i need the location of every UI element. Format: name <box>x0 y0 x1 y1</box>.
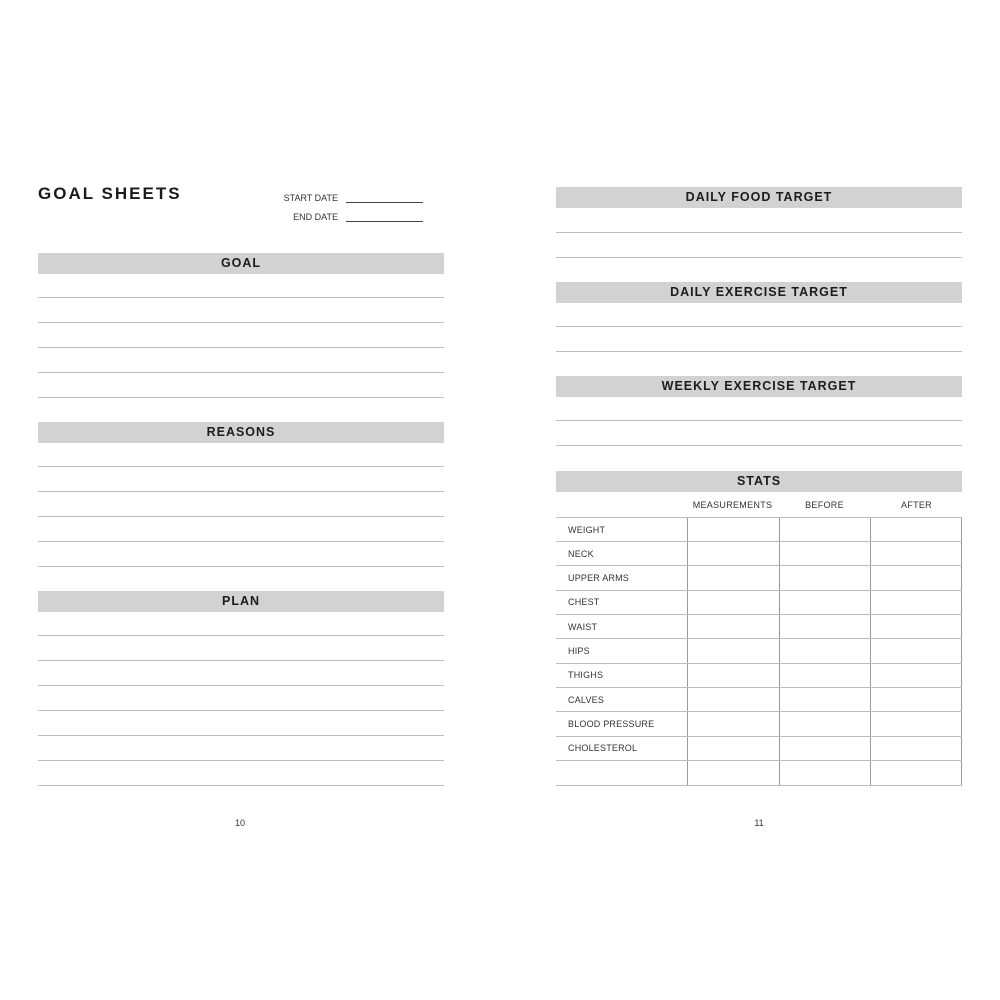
stats-header: STATS <box>556 471 962 492</box>
writing-line[interactable] <box>38 541 444 542</box>
goal-section-header: GOAL <box>38 253 444 274</box>
writing-line[interactable] <box>38 297 444 298</box>
table-row[interactable] <box>556 541 962 565</box>
row-label-upper-arms: UPPER ARMS <box>568 573 630 583</box>
page-number-right: 11 <box>754 818 764 828</box>
writing-line[interactable] <box>38 347 444 348</box>
writing-line[interactable] <box>38 635 444 636</box>
writing-line[interactable] <box>38 710 444 711</box>
end-date-field[interactable] <box>346 221 423 222</box>
writing-line[interactable] <box>556 420 962 421</box>
table-row[interactable] <box>556 566 962 590</box>
writing-line[interactable] <box>38 397 444 398</box>
writing-line[interactable] <box>38 785 444 786</box>
table-row[interactable] <box>556 639 962 663</box>
daily-exercise-target-header: DAILY EXERCISE TARGET <box>556 282 962 303</box>
row-label-weight: WEIGHT <box>568 525 606 535</box>
page-number-left: 10 <box>234 818 245 828</box>
writing-line[interactable] <box>38 760 444 761</box>
writing-line[interactable] <box>38 685 444 686</box>
writing-line[interactable] <box>38 660 444 661</box>
row-label-cholesterol: CHOLESTEROL <box>568 743 638 753</box>
writing-line[interactable] <box>38 566 444 567</box>
row-label-hips: HIPS <box>568 646 590 656</box>
writing-line[interactable] <box>38 322 444 323</box>
row-divider <box>556 785 962 786</box>
row-label-blood-pressure: BLOOD PRESSURE <box>568 719 655 729</box>
stats-table <box>556 517 962 786</box>
table-row[interactable] <box>556 761 962 785</box>
end-date-label: END DATE <box>293 212 338 222</box>
row-label-waist: WAIST <box>568 622 598 632</box>
writing-line[interactable] <box>38 516 444 517</box>
row-label-calves: CALVES <box>568 695 605 705</box>
page-title: GOAL SHEETS <box>38 184 182 203</box>
table-row[interactable] <box>556 687 962 711</box>
writing-line[interactable] <box>556 232 962 233</box>
column-header-before: BEFORE <box>805 500 844 510</box>
daily-food-target-header: DAILY FOOD TARGET <box>556 187 962 208</box>
plan-section-header: PLAN <box>38 591 444 612</box>
row-label-thighs: THIGHS <box>568 670 604 680</box>
writing-line[interactable] <box>38 735 444 736</box>
table-row[interactable] <box>556 517 962 541</box>
row-label-neck: NECK <box>568 549 594 559</box>
writing-line[interactable] <box>38 372 444 373</box>
writing-line[interactable] <box>38 491 444 492</box>
column-header-measurements: MEASUREMENTS <box>692 500 773 510</box>
table-row[interactable] <box>556 663 962 687</box>
table-row[interactable] <box>556 712 962 736</box>
reasons-section-header: REASONS <box>38 422 444 443</box>
table-row[interactable] <box>556 736 962 760</box>
column-header-after: AFTER <box>900 500 932 510</box>
start-date-label: START DATE <box>283 193 338 203</box>
start-date-field[interactable] <box>346 202 423 203</box>
table-row[interactable] <box>556 614 962 638</box>
writing-line[interactable] <box>38 466 444 467</box>
writing-line[interactable] <box>556 351 962 352</box>
writing-line[interactable] <box>556 326 962 327</box>
writing-line[interactable] <box>556 445 962 446</box>
writing-line[interactable] <box>556 257 962 258</box>
table-row[interactable] <box>556 590 962 614</box>
row-label-chest: CHEST <box>568 597 600 607</box>
weekly-exercise-target-header: WEEKLY EXERCISE TARGET <box>556 376 962 397</box>
